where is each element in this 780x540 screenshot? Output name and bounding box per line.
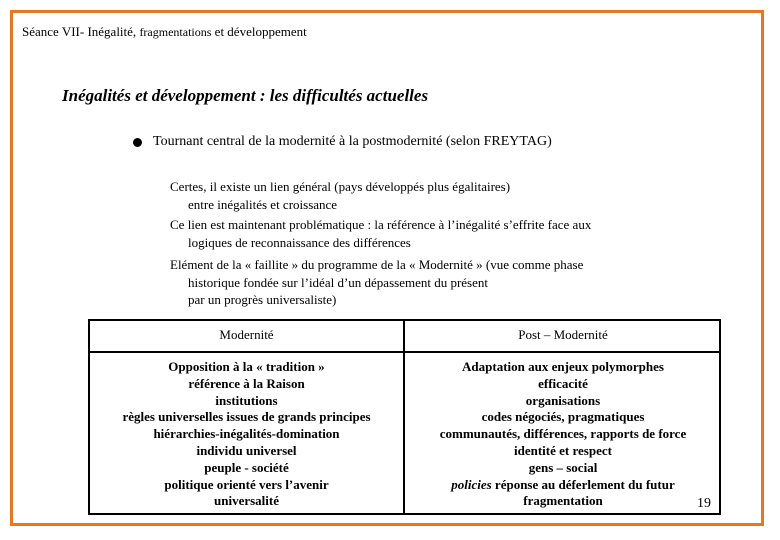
list-item: individu universel xyxy=(196,442,297,458)
paragraph-line: entre inégalités et croissance xyxy=(188,196,338,212)
list-item: institutions xyxy=(215,392,278,408)
list-item: Adaptation aux enjeux polymorphes xyxy=(462,359,664,374)
comparison-table xyxy=(88,319,721,515)
italic-policies: policies xyxy=(451,476,492,492)
list-item: peuple - société xyxy=(204,459,289,475)
list-item: règles universelles issues de grands principes xyxy=(122,409,371,425)
list-item: communautés, différences, rapports de force xyxy=(439,426,687,442)
post-modernite-column xyxy=(405,353,721,513)
bullet-text: Tournant central de la modernité à la postmodernité (selon FREYTAG) xyxy=(153,134,552,149)
list-item: Opposition à la « tradition » xyxy=(168,359,325,374)
session-header xyxy=(22,24,307,40)
paragraph-line: historique fondée sur l’idéal d’un dépassement du présent xyxy=(188,274,488,290)
paragraph-line: Certes, il existe un lien général (pays développés plus égalitaires) xyxy=(170,179,511,194)
header-middle: fragmentations xyxy=(139,25,212,39)
list-item: universalité xyxy=(214,493,279,509)
paragraph-line: logiques de reconnaissance des différences xyxy=(188,234,411,250)
list-item: référence à la Raison xyxy=(188,375,305,391)
policies-rest: réponse au déferlement du futur xyxy=(494,476,675,492)
paragraph-line: Ce lien est maintenant problématique : la référence à l’inégalité s’effrite face aux xyxy=(170,217,592,232)
header-modernite: Modernité xyxy=(90,321,405,353)
slide-title: Inégalités et développement : les difficultés actuelles xyxy=(62,86,429,105)
paragraph-3 xyxy=(170,256,583,309)
modernite-column xyxy=(90,353,405,513)
list-item: efficacité xyxy=(538,375,588,391)
list-item xyxy=(405,477,721,494)
page-number: 19 xyxy=(697,496,711,511)
list-item: organisations xyxy=(525,392,601,408)
list-item: hiérarchies-inégalités-domination xyxy=(153,426,340,442)
bullet-dot-icon xyxy=(133,138,142,147)
header-prefix: Séance VII- Inégalité, xyxy=(22,24,137,39)
paragraph-line: par un progrès universaliste) xyxy=(188,292,337,307)
list-item: gens – social xyxy=(528,459,598,475)
list-item: codes négociés, pragmatiques xyxy=(481,409,645,425)
paragraph-2 xyxy=(170,216,591,251)
bullet-point xyxy=(133,134,552,150)
list-item: identité et respect xyxy=(514,442,612,458)
header-suffix: et développement xyxy=(214,24,307,39)
paragraph-line: Elément de la « faillite » du programme de la « Modernité » (vue comme phase xyxy=(170,257,584,272)
header-post-modernite: Post – Modernité xyxy=(405,321,721,353)
list-item: politique orienté vers l’avenir xyxy=(164,476,329,492)
list-item: fragmentation xyxy=(523,493,603,509)
paragraph-1 xyxy=(170,178,510,213)
